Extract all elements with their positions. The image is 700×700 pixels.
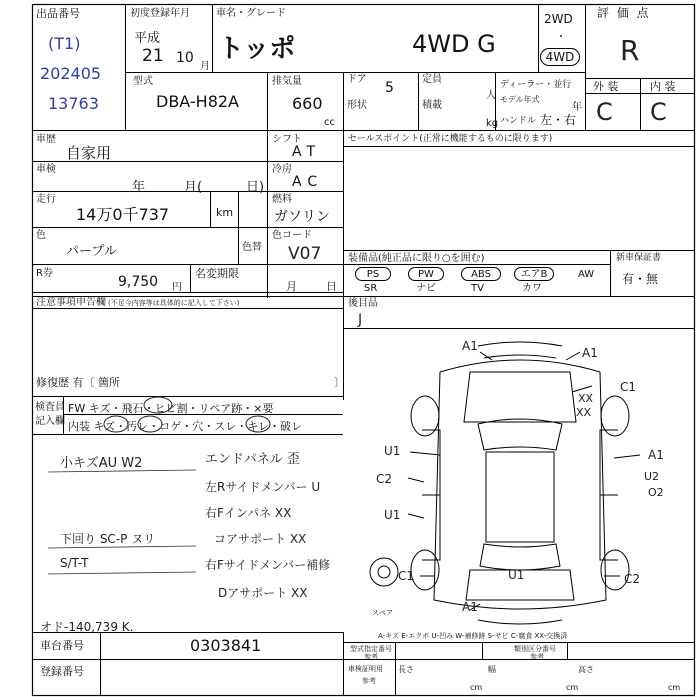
shift-label: シフト <box>272 134 302 145</box>
warranty-value: 有・無 <box>622 272 659 286</box>
expiry-month: 月 <box>286 280 297 293</box>
width-unit: cm <box>566 683 579 692</box>
grade: 4WD G <box>412 30 496 58</box>
lot-label: 出品番号 <box>36 7 80 20</box>
rating-label: 評 価 点 <box>597 6 651 20</box>
recycle-unit: 円 <box>172 282 182 293</box>
cc-unit: cc <box>324 117 335 128</box>
hw-note-right-4: コアサポート XX <box>214 532 307 546</box>
history-label: 車歴 <box>36 134 56 145</box>
mark-a1-right: A1 <box>648 448 664 462</box>
equip-airbag: エアB <box>514 267 554 281</box>
length-unit: cm <box>470 683 483 692</box>
mark-u1-left-2: U1 <box>384 508 401 522</box>
mileage-value: 14万0千737 <box>76 205 170 224</box>
shift-value: AT <box>292 144 322 160</box>
first-reg-label: 初度登録年月 <box>130 8 190 19</box>
equip-sr: SR <box>364 283 378 294</box>
height-label: 高さ <box>578 665 594 674</box>
notes-label: 注意事項申告欄 <box>36 297 106 308</box>
drive-2wd: 2WD <box>544 12 573 26</box>
color-label: 色 <box>36 230 46 241</box>
type-label: 型式 <box>133 76 153 87</box>
ac-value: AC <box>292 174 324 190</box>
reg-year: 21 <box>142 46 164 66</box>
mark-c1-rear-left: C1 <box>398 569 415 583</box>
equip-navi: ナビ <box>416 283 436 294</box>
color-code-label: 色コード <box>272 230 312 241</box>
height-unit: cm <box>668 683 681 692</box>
inspection-label: 車検 <box>36 164 56 175</box>
inspector-row-2: 内装 キズ・汚レ・コゲ・穴・スレ・キレ・破レ <box>68 420 303 433</box>
inspection-month: 月( <box>184 180 203 195</box>
car-name: トッポ <box>218 34 296 64</box>
capacity-unit: 人 <box>486 90 496 101</box>
hw-note-left-2: 下回り SC-P ヌリ <box>60 532 156 546</box>
mark-c2-rear-right: C2 <box>624 572 641 586</box>
type-value: DBA-H82A <box>156 92 239 111</box>
cert-label-2: 参考 <box>362 677 376 685</box>
hw-note-right-6: Dアサポート XX <box>218 586 308 600</box>
inspection-year: 年 <box>132 180 146 195</box>
inspection-day: 日) <box>246 180 265 195</box>
hw-note-right-3: 右Fインパネ XX <box>205 506 292 520</box>
cc-value: 660 <box>292 94 323 113</box>
hw-note-left-4: オド-140,739 K. <box>40 620 134 634</box>
exterior-label: 外 装 <box>593 80 619 93</box>
load-unit: kg <box>486 118 499 129</box>
length-label: 長さ <box>398 665 414 674</box>
exterior-grade: C <box>596 98 613 126</box>
color-code: V07 <box>288 244 322 264</box>
hw-note-right-1: エンドパネル 歪 <box>205 452 300 467</box>
equip-ps: PS <box>355 267 391 281</box>
mark-u1-rear: U1 <box>508 568 525 582</box>
mark-xx-2: XX <box>576 406 592 419</box>
reg-number-label: 登録番号 <box>40 665 84 678</box>
equip-leather: カワ <box>522 283 542 294</box>
spec-label-2: 参考 <box>364 653 378 661</box>
hw-note-right-5: 右Fサイドメンバー補修 <box>205 558 331 572</box>
rating-value: R <box>620 34 640 67</box>
month-unit: 月 <box>200 61 210 72</box>
rear-seat-value: J <box>358 312 363 328</box>
recycle-label: R券 <box>36 268 53 279</box>
repair-history: 修復歴 有〔 箇所 <box>36 376 120 389</box>
era: 平成 <box>134 31 161 46</box>
category-label-1: 類別区分番号 <box>514 645 556 653</box>
notes-sub: (不足今内容等は具体的に記入して下さい) <box>108 299 240 307</box>
equip-abs: ABS <box>461 267 501 281</box>
model-label: 車名・グレード <box>216 8 286 19</box>
cert-label-1: 車検証明用 <box>348 665 383 673</box>
mileage-unit: km <box>216 206 234 219</box>
inspector-label-1: 検査員 <box>35 402 65 413</box>
expiry-day: 日 <box>326 280 337 293</box>
lot-number-2: 13763 <box>48 94 99 113</box>
mark-a1-rear: A1 <box>462 600 478 614</box>
interior-grade: C <box>650 98 667 126</box>
hw-note-right-2: 左Rサイドメンバー U <box>205 480 321 494</box>
fuel-value: ガソリン <box>274 209 330 225</box>
inspector-label-2: 記入欄 <box>35 416 65 427</box>
load-label: 積載 <box>422 100 442 111</box>
mark-o2-right: O2 <box>648 486 664 499</box>
repair-close: 〕 <box>334 376 345 389</box>
mark-c2-left: C2 <box>376 472 393 486</box>
reg-month: 10 <box>176 50 194 66</box>
equip-aw: AW <box>578 269 595 280</box>
damage-legend: A-キズ E-エクボ U-凹み W-補修跡 S-サビ C-腐食 XX-交換済 <box>378 632 568 640</box>
recycle-value: 9,750 <box>118 274 159 290</box>
door-value: 5 <box>385 80 394 96</box>
repaint-label: 色替 <box>242 242 262 253</box>
mark-u1-left-1: U1 <box>384 444 401 458</box>
hw-note-left-3: S/T-T <box>60 556 89 570</box>
width-label: 幅 <box>488 665 496 674</box>
handle-label: ハンドル <box>500 116 537 126</box>
category-label-2: 参考 <box>530 653 544 661</box>
hw-note-left-1: 小キズAU W2 <box>60 456 143 471</box>
equip-tv: TV <box>471 283 484 294</box>
drive-4wd-circled: 4WD <box>540 48 580 66</box>
rear-seat-label: 後目品 <box>348 298 378 309</box>
sales-point-label: セールスポイント(正常に機能するものに限ります) <box>348 134 553 144</box>
mileage-label: 走行 <box>36 194 56 205</box>
cc-label: 排気量 <box>272 76 302 87</box>
model-year-unit: 年 <box>572 102 582 113</box>
spare-label: スペア <box>372 609 393 617</box>
drive-dot: ・ <box>556 32 566 43</box>
spec-label-1: 型式指定番号 <box>350 645 392 653</box>
chassis-value: 0303841 <box>190 636 262 655</box>
shape-label: 形状 <box>347 100 367 111</box>
equip-pw: PW <box>408 267 444 281</box>
warranty-label: 新車保証書 <box>616 253 662 263</box>
model-year-label: モデル年式 <box>500 95 540 104</box>
mark-c1-right: C1 <box>620 380 637 394</box>
lot-code: (T1) <box>48 34 81 53</box>
mark-xx-1: XX <box>578 392 594 405</box>
door-label: ドア <box>347 74 367 85</box>
history-value: 自家用 <box>66 144 112 162</box>
mark-a1-front-right: A1 <box>582 346 598 360</box>
handle-value: 左・右 <box>540 113 577 127</box>
equipment-label: 装備品(純正品に限り○を囲む) <box>348 253 485 264</box>
interior-label: 内 装 <box>650 80 676 93</box>
fuel-label: 燃料 <box>272 194 292 205</box>
lot-number-1: 202405 <box>40 64 102 83</box>
mark-a1-front-left: A1 <box>462 339 478 353</box>
ac-label: 冷房 <box>272 164 292 175</box>
inspector-row-1: FW キズ・飛石・ヒビ割・リペア跡・×要 <box>68 402 274 415</box>
mark-u2-right: U2 <box>644 470 660 483</box>
capacity-label: 定員 <box>422 74 442 85</box>
expiry-label: 名変期限 <box>195 267 239 280</box>
dealer-label: ディーラー・並行 <box>500 80 572 90</box>
chassis-label: 車台番号 <box>40 639 84 652</box>
color-value: パープル <box>66 244 117 259</box>
